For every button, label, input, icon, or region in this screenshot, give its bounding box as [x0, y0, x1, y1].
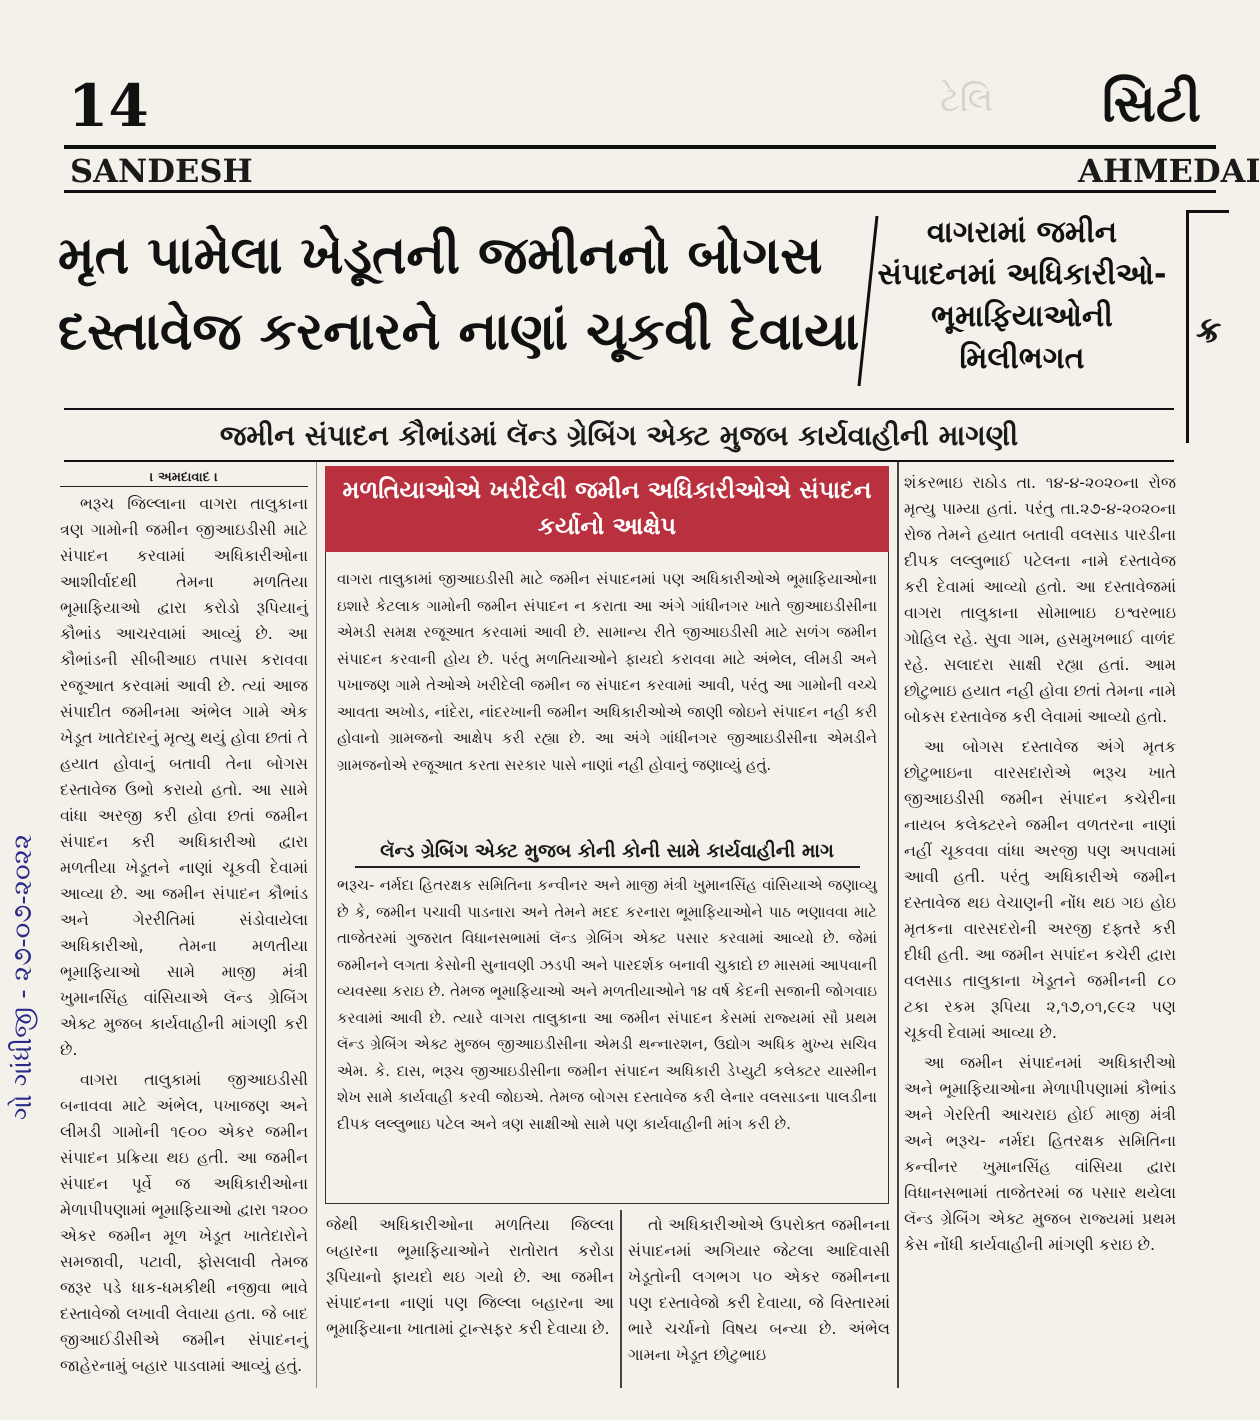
section-title: સિટી: [1102, 74, 1202, 134]
right-column: [904, 470, 1176, 1262]
main-headline: [58, 218, 878, 370]
right-paragraph-1: શંકરભાઇ રાઠોડ તા. ૧૪-૪-૨૦૨૦ના રોજ મૃત્યુ પામ્યા હતાં. પરંતુ તા.૨૭-૪-૨૦૨૦ના રોજ તેમને હયાત બતાવી વલસાડ પારડીના દીપક લલ્લુભાઈ પટેલના નામે દસ્તાવેજ કરી દેવામાં આવ્યો હતો. આ દસ્તાવેજમાં વાગરા તાલુકાના સોમાભાઇ ઇશ્વરભાઇ ગોહિલ રહે. સુવા ગામ, હસમુખભાઈ વાળંદ રહે. સલાદરા સાક્ષી રહ્યા હતાં. આમ છોટુભાઇ હયાત નહી હોવા છતાં તેમના નામે બોકસ દસ્તાવેજ કરી લેવામાં આવ્યો હતો.: [904, 473, 1176, 726]
right-paragraph-3: આ જમીન સંપાદનમાં અધિકારીઓ અને ભૂમાફિયાઓના મેળાપીપણામાં કૌભાંડ અને ગેરરિતી આચરાઇ હોઈ માજી મંત્રી અને ભરૂચ- નર્મદા હિતરક્ષક સમિતિના કન્વીનર ખુમાનસિંહ વાંસિયા દ્વારા વિધાનસભામાં તાજેતરમાં જ પસાર થયેલા લૅન્ડ ગ્રેબિંગ એક્ટ મુજબ રાજ્યમાં પ્રથમ કેસ નોંધી કાર્યવાહીની માંગણી કરાઇ છે.: [904, 1053, 1176, 1254]
bottom-column-a-text: જેથી અધિકારીઓના મળતિયા જિલ્લા બહારના ભૂમાફિયાઓને રાતોરાત કરોડા રૂપિયાનો ફાયદો થઇ ગયો છે. આ જમીન સંપાદનના નાણાં પણ જિલ્લા બહારના આ ભૂમાફિયાના ખાતામાં ટ્રાન્સફર કરી દેવાયા છે.: [326, 1215, 614, 1338]
edition-city: AHMEDAI: [1078, 152, 1260, 190]
box-paragraph-2: ભરૂચ- નર્મદા હિતરક્ષક સમિતિના કન્વીનર અને માજી મંત્રી ખુમાનસિંહ વાંસિયાએ જણાવ્યુ છે કે, જમીન પચાવી પાડનારા અને તેમને મદદ કરનારા ભૂમાફિયાઓને પાઠ ભણાવવા માટે તાજેતરમાં ગુજરાત વિધાનસભામાં લૅન્ડ ગ્રેબિંગ એક્ટ પસાર કરવામાં આવ્યો છે. જેમાં જમીનને લગતા કેસોની સુનાવણી ઝડપી અને પારદર્શક બનાવી ચુકાદો છ માસમાં આપવાની વ્યવસ્થા કરાઇ છે. તેમજ ભૂમાફિયાઓ અને મળતીયાઓને ૧૪ વર્ષ કેદની સજાની જોગવાઇ કરવામાં આવી છે. ત્યારે વાગરા તાલુકાના આ જમીન સંપાદન કેસમાં રાજ્યમાં સૌ પ્રથમ લૅન્ડ ગ્રેબિંગ એક્ટ મુજબ જીઆઇડીસીના એમડી થન્નારશન, ઉદ્યોગ અધિક મુખ્ય સચિવ એમ. કે. દાસ, ભરૂચ જીઆઇડીસીના જમીન સંપાદન અધિકારી ડેપ્યુટી કલેક્ટર યાસ્મીન શેખ સામે કાર્યવાહી કરવી જોઇએ. તેમજ બોગસ દસ્તાવેજ કરી લેનાર વલસાડના પાલડીના દીપક લલ્લુભાઇ પટેલ અને ત્રણ સાક્ષીઓ સામે પણ કાર્યવાહીની માંગ કરી છે.: [337, 876, 877, 1133]
masthead-rule: [64, 145, 1216, 149]
headline-line-1: મૃત પામેલા ખેડૂતની જમીનનો બોગસ: [58, 226, 823, 286]
bottom-column-b-text: તો અધિકારીઓએ ઉપરોક્ત જમીનના સંપાદનમાં અગિયાર જેટલા આદિવાસી ખેડૂતોની લગભગ ૫૦ એકર જમીનના પણ દસ્તાવેજો કરી દેવાયા, જે વિસ્તારમાં ભારે ચર્ચાનો વિષય બન્યા છે. અંભેલ ગામના ખેડૂત છોટુભાઇ: [628, 1215, 890, 1364]
bottom-column-b: [628, 1212, 890, 1372]
subhead-rule-top: [64, 408, 1174, 410]
headline-line-2: દસ્તાવેજ કરનારને નાણાં ચૂકવી દેવાયા: [58, 302, 860, 362]
column-divider-left: [316, 462, 317, 1388]
left-paragraph-2: વાગરા તાલુકામાં જીઆઇડીસી બનાવવા માટે અંભેલ, પખાજણ અને લીમડી ગામોની ૧૯૦૦ એકર જમીન સંપાદન પ્રક્રિયા થઇ હતી. આ જમીન સંપાદન પૂર્વે જ અધિકારીઓના મેળાપીપણામાં ભૂમાફિયાઓ દ્વારા ૧૨૦૦ એકર જમીન મૂળ ખેડૂત ખાતેદારોને સમજાવી, પટાવી, ફોસલાવી તેમજ જરૂર પડે ધાક-ધમકીથી નજીવા ભાવે દસ્તાવેજો લખાવી લેવાયા હતા. જે બાદ જીઆઈડીસીએ જમીન સંપાદનનું જાહેરનામું બહાર પાડવામાં આવ્યું હતું.: [60, 1070, 308, 1375]
side-headline: વાગરામાં જમીન સંપાદનમાં અધિકારીઓ-ભૂમાફિયાઓની મિલીભગત: [877, 215, 1167, 376]
box-paragraph-1: વાગરા તાલુકામાં જીઆઇડીસી માટે જમીન સંપાદનમાં પણ અધિકારીઓએ ભૂમાફિયાઓના ઇશારે કેટલાક ગામોની જમીન સંપાદન ન કરાતા આ અંગે ગાંધીનગર ખાતે જીઆઇડીસીના એમડી સમક્ષ રજૂઆત કરવામાં આવી છે. સામાન્ય રીતે જીઆઇડીસી માટે સળંગ જમીન સંપાદન કરવાની હોય છે. પરંતુ મળતિયાઓને ફાયદો કરાવવા માટે અંભેલ, લીમડી અને પખાજણ ગામે તેઓએ ખરીદેલી જમીન જ સંપાદન કરવામાં આવી, પરંતુ આ ગામોની વચ્ચે આવતા અખોડ, નાંદેરા, નાંદરખાની જમીન અધિકારીઓએ જાણી જોઇને સંપાદન નહી કરી હોવાનો ગ્રામજનો આક્ષેપ કરી રહ્યા છે. આ અંગે ગાંધીનગર જીઆઇડીસીના એમડીને ગ્રામજનોએ રજૂઆત કરતા સરકાર પાસે નાણાં નહી હોવાનું જણાવ્યું હતું.: [337, 570, 877, 774]
dateline: । અમદાવાદ ।: [60, 470, 308, 487]
faded-background-text: ટેલિ: [940, 80, 994, 120]
handwritten-margin-note: ગો ગાંધીજી - ૨૭-૦૭-૨૦૨૨: [8, 833, 38, 1120]
left-column: [60, 470, 308, 1383]
right-paragraph-2: આ બોગસ દસ્તાવેજ અંગે મૃતક છોટુભાઇના વારસદારોએ ભરૂચ ખાતે જીઆઇડીસી જમીન સંપાદન કચેરીના નાયબ કલેક્ટરને જમીન વળતરના નાણાં નહીં ચૂકવવા વાંધા અરજી પણ અપવામાં આવી હતી. પરંતુ અધિકારીએ જમીન દસ્તાવેજ થઇ વેચાણની નોંધ થઇ ગઇ હોઇ મૃતકના વારસદરોની અરજી દફ્તરે કરી દીધી હતી. આ જમીન સપાંદન કચેરી દ્વારા વલસાડ તાલુકાના ખેડૂતને જમીનની ૮૦ ટકા રકમ રૂપિયા ૨,૧૭,૦૧,૯૯૨ પણ ચૂકવી દેવામાં આવ્યા છે.: [904, 737, 1176, 1042]
left-paragraph-1: ભરૂચ જિલ્લાના વાગરા તાલુકાના ત્રણ ગામોની જમીન જીઆઇડીસી માટે સંપાદન કરવામાં અધિકારીઓના આશીર્વાદથી તેમના મળતિયા ભૂમાફિયાઓ દ્વારા કરોડો રૂપિયાનું કૌભાંડ આચરવામાં આવ્યું છે. આ કૌભાંડની સીબીઆઇ તપાસ કરાવવા રજૂઆત કરવામાં આવી છે. ત્યાં આજ સંપાદીત જમીનમા અંભેલ ગામે એક ખેડૂત ખાતેદારનું મૃત્યુ થયું હોવા છતાં તે હયાત હોવાનું બતાવી તેના બોગસ દસ્તાવેજ ઉભો કરાયો હતો. આ સામે વાંધા અરજી કરી હોવા છતાં જમીન સંપાદન કરી અધિકારીઓ દ્વારા મળતીયા ખેડૂતને નાણાં ચૂકવી દેવામાં આવ્યા છે. આ જમીન સંપાદન કૌભાંડ અને ગેરરીતિમાં સંડોવાયેલા અધિકારીઓ, તેમના મળતીયા ભૂમાફિયાઓ સામે માજી મંત્રી ખુમાનસિંહ વાંસિયાએ લૅન્ડ ગ્રેબિંગ એક્ટ મુજબ કાર્યવાહીની માંગણી કરી છે.: [60, 494, 308, 1059]
masthead-rule-lower: [64, 190, 1216, 193]
column-divider-bottom: [620, 1210, 622, 1388]
column-divider-right: [897, 462, 899, 1388]
box-subtitle: લૅન્ડ ગ્રેબિંગ એક્ટ મુજબ કોની કોની સામે કાર્યવાહીની માગ: [380, 840, 834, 862]
adjacent-article-fragment: ક્ર: [1196, 310, 1222, 351]
newspaper-name: SANDESH: [70, 152, 253, 190]
box-title-banner: મળતિયાઓએ ખરીદેલી જમીન અધિકારીઓએ સંપાદન કર્યાનો આક્ષેપ: [325, 466, 889, 552]
subhead-rule-bottom: [64, 460, 1174, 462]
box-subtitle-rule: [355, 866, 860, 868]
subheadline: જમીન સંપાદન કૌભાંડમાં લૅન્ડ ગ્રેબિંગ એક્ટ મુજબ કાર્યવાહીની માગણી: [219, 419, 1019, 452]
page-number: 14: [68, 72, 149, 140]
bottom-column-a: [326, 1212, 614, 1346]
